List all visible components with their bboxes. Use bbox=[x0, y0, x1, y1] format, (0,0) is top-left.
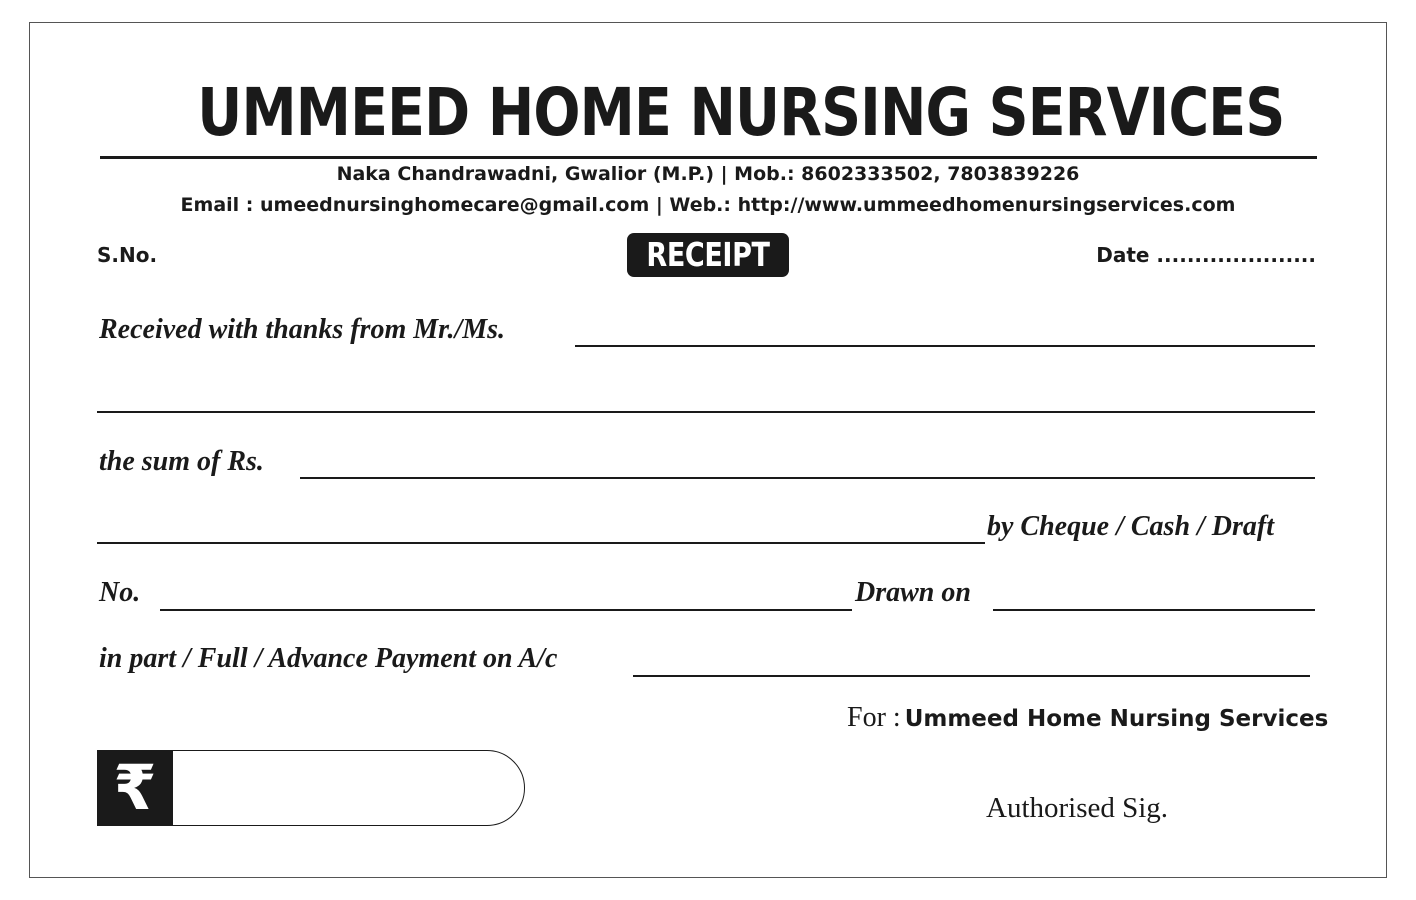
drawn-on-label: Drawn on bbox=[855, 577, 971, 608]
payment-mode-label: by Cheque / Cash / Draft bbox=[987, 511, 1275, 542]
rupee-symbol: ₹ bbox=[113, 751, 157, 824]
sum-field[interactable] bbox=[300, 477, 1315, 479]
rupee-icon bbox=[97, 750, 173, 826]
received-from-label: Received with thanks from Mr./Ms. bbox=[99, 314, 506, 345]
cheque-number-field[interactable] bbox=[160, 609, 852, 611]
title-underline bbox=[100, 156, 1317, 159]
payment-type-label: in part / Full / Advance Payment on A/c bbox=[99, 643, 558, 674]
email-web-line: Email : umeednursinghomecare@gmail.com | Web.: http://www.ummeedhomenursingservices.com bbox=[180, 194, 1236, 216]
number-label: No. bbox=[99, 577, 141, 608]
drawn-on-field[interactable] bbox=[993, 609, 1315, 611]
receipt-label: RECEIPT bbox=[646, 235, 770, 274]
for-company bbox=[847, 702, 1328, 734]
sum-label: the sum of Rs. bbox=[99, 446, 264, 477]
date-label: Date ..................... bbox=[1096, 243, 1316, 267]
address-line: Naka Chandrawadni, Gwalior (M.P.) | Mob.: 8602333502, 7803839226 bbox=[336, 163, 1080, 185]
account-field[interactable] bbox=[633, 675, 1310, 677]
serial-number-label: S.No. bbox=[97, 243, 158, 267]
for-prefix: For : bbox=[847, 702, 901, 733]
authorised-signature-label: Authorised Sig. bbox=[986, 792, 1169, 824]
for-company-name: Ummeed Home Nursing Services bbox=[904, 706, 1329, 732]
amount-words-field[interactable] bbox=[97, 542, 985, 544]
received-from-field[interactable] bbox=[575, 345, 1315, 347]
company-title: UMMEED HOME NURSING SERVICES bbox=[197, 74, 1285, 151]
received-from-continuation-field[interactable] bbox=[97, 411, 1315, 413]
receipt-badge bbox=[627, 233, 789, 277]
